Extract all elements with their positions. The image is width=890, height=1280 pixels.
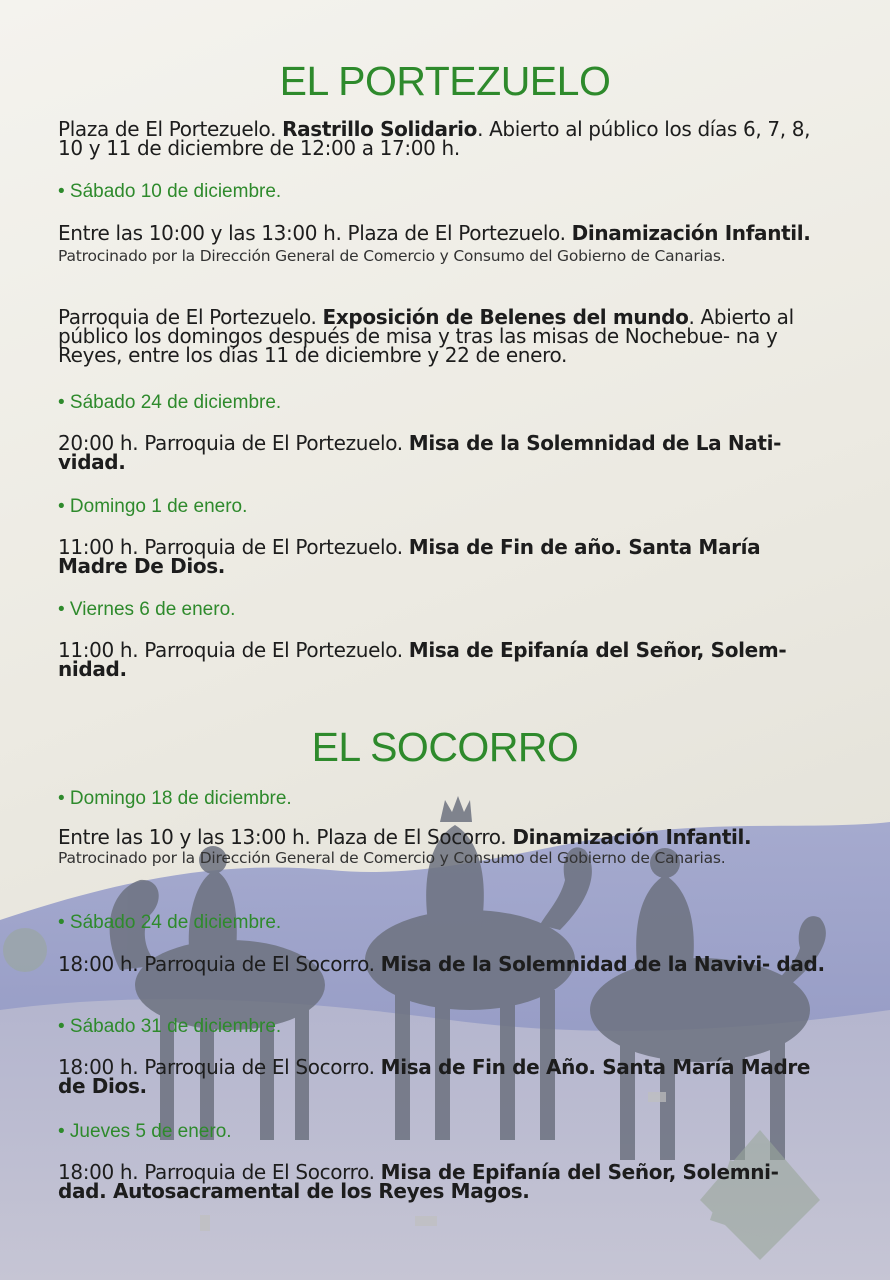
paragraph-rastrillo: Plaza de El Portezuelo. Rastrillo Solidario. Abierto al público los días 6, 7, 8, 10 y 11 de diciembre de 12:00 a 17:00 h. [58, 117, 811, 160]
date-sabado-10-diciembre: • Sábado 10 de diciembre. [58, 181, 282, 202]
date-domingo-1-enero: • Domingo 1 de enero. [58, 496, 248, 517]
date-jueves-5-enero: • Jueves 5 de enero. [58, 1121, 232, 1142]
date-domingo-18-diciembre: • Domingo 18 de diciembre. [58, 788, 292, 809]
date-sabado-24-diciembre-socorro: • Sábado 24 de diciembre. [58, 912, 282, 933]
date-sabado-24-diciembre: • Sábado 24 de diciembre. [58, 392, 282, 413]
section-title-socorro: EL SOCORRO [311, 724, 579, 770]
paragraph-exposicion-belenes: Parroquia de El Portezuelo. Exposición de Belenes del mundo. Abierto al público los domingos después de misa y tras las misas de Nochebue- na y Reyes, entre los días 11 de diciembre y 22 de enero. [58, 305, 794, 367]
section-title-portezuelo: EL PORTEZUELO [279, 58, 611, 104]
paragraph-misa-epifania-socorro: 18:00 h. Parroquia de El Socorro. Misa de Epifanía del Señor, Solemni- dad. Autosacramental de los Reyes Magos. [58, 1160, 779, 1203]
paragraph-misa-fin-de-ano-portezuelo: 11:00 h. Parroquia de El Portezuelo. Misa de Fin de año. Santa María Madre De Dios. [58, 535, 761, 578]
paragraph-misa-epifania-portezuelo: 11:00 h. Parroquia de El Portezuelo. Misa de Epifanía del Señor, Solem- nidad. [58, 638, 787, 681]
paragraph-misa-natividad-portezuelo: 20:00 h. Parroquia de El Portezuelo. Misa de la Solemnidad de La Nati- vidad. [58, 431, 782, 474]
paragraph-misa-fin-de-ano-socorro: 18:00 h. Parroquia de El Socorro. Misa de Fin de Año. Santa María Madre de Dios. [58, 1055, 811, 1098]
paragraph-dinamizacion-portezuelo: Entre las 10:00 y las 13:00 h. Plaza de El Portezuelo. Dinamización Infantil. Patrocinado por la Dirección General de Comercio y Consumo del Gobierno de Canarias. [58, 221, 811, 265]
date-sabado-31-diciembre: • Sábado 31 de diciembre. [58, 1016, 282, 1037]
date-viernes-6-enero: • Viernes 6 de enero. [58, 599, 236, 620]
paragraph-misa-natividad-socorro: 18:00 h. Parroquia de El Socorro. Misa de la Solemnidad de la Navivi- dad. [58, 952, 825, 976]
paragraph-dinamizacion-socorro: Entre las 10 y las 13:00 h. Plaza de El Socorro. Dinamización Infantil. Patrocinado por la Dirección General de Comercio y Consumo del Gobierno de Canarias. [58, 825, 752, 867]
